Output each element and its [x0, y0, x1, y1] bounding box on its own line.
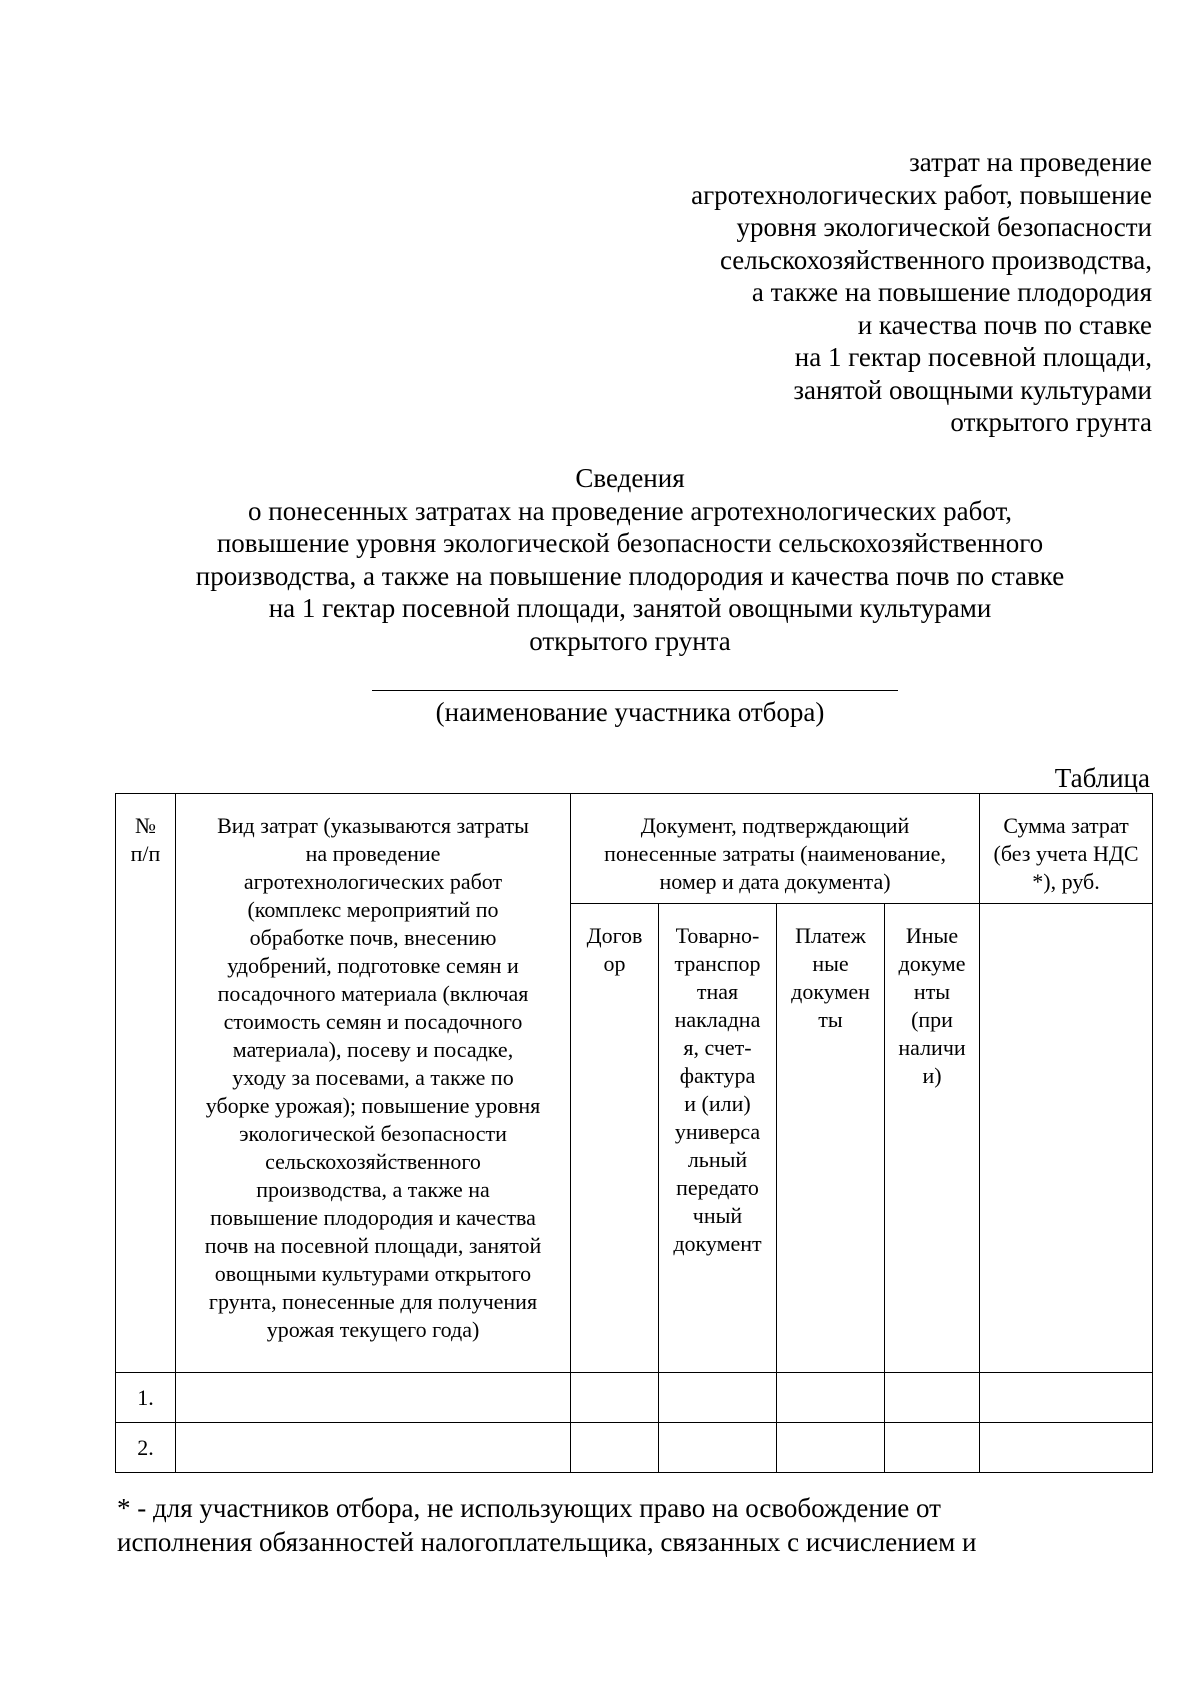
header-cell-sum: Сумма затрат (без учета НДС *), руб.	[980, 794, 1153, 904]
table-cell[interactable]	[777, 1373, 885, 1423]
title-line: производства, а также на повышение плодородия и качества почв по ставке	[195, 560, 1065, 591]
title-heading: Сведения	[575, 463, 685, 493]
header-cell-number: № п/п	[116, 794, 176, 1373]
table-cell[interactable]	[980, 1373, 1153, 1423]
title-line: о понесенных затратах на проведение агротехнологических работ,	[248, 495, 1012, 526]
table-cell[interactable]	[980, 1423, 1153, 1473]
header-line: на 1 гектар посевной площади,	[794, 342, 1152, 372]
costs-table	[115, 793, 1153, 1473]
footnote-line: исполнения обязанностей налогоплательщика, связанных с исчислением и	[117, 1527, 977, 1557]
table-cell[interactable]	[659, 1373, 777, 1423]
subheader-cell-waybill: Товарно- транспор тная накладна я, счет- фактура и (или) универса льный передато чный документ	[659, 904, 777, 1373]
header-line: агротехнологических работ, повышение	[691, 179, 1152, 210]
footnote	[117, 1491, 1157, 1559]
header-line: затрат на проведение	[909, 147, 1152, 177]
table-row	[116, 1373, 1153, 1423]
table-row	[116, 1423, 1153, 1473]
header-line: занятой овощными культурами	[793, 374, 1152, 405]
header-addressee	[560, 146, 1152, 439]
title-line: открытого грунта	[529, 625, 731, 656]
title-line: на 1 гектар посевной площади, занятой овощными культурами	[268, 593, 992, 623]
table-cell[interactable]	[885, 1373, 980, 1423]
subheader-cell-payment: Платеж ные докумен ты	[777, 904, 885, 1373]
row-number: 2.	[116, 1423, 176, 1473]
header-line: уровня экологической безопасности	[736, 212, 1152, 242]
header-cell-cost-type: Вид затрат (указываются затраты на проведение агротехнологических работ (комплекс мероприятий по обработке почв, внесению удобрений, подготовке семян и посадочного материала (включая стоимость семян и посадочного материала), посеву и посадке, уходу за посевами, а также по уборке урожая); повышение уровня экологической безопасности сельскохозяйственного производства, а также на повышение плодородия и качества почв на посевной площади, занятой овощными культурами открытого грунта, понесенные для получения урожая текущего года)	[176, 794, 571, 1373]
table-cell[interactable]	[571, 1373, 659, 1423]
header-line: и качества почв по ставке	[857, 309, 1152, 340]
header-line: а также на повышение плодородия	[751, 277, 1152, 307]
table-cell[interactable]	[571, 1423, 659, 1473]
title-line: повышение уровня экологической безопасности сельскохозяйственного	[216, 528, 1044, 558]
subheader-cell-contract: Догов ор	[571, 904, 659, 1373]
subheader-cell-other: Иные докуме нты (при наличи и)	[885, 904, 980, 1373]
footnote-line: * - для участников отбора, не использующих право на освобождение от	[117, 1493, 941, 1523]
table-cell[interactable]	[176, 1423, 571, 1473]
table-cell[interactable]	[659, 1423, 777, 1473]
table-cell[interactable]	[176, 1373, 571, 1423]
document-title	[110, 462, 1150, 657]
subheader-cell-sum-empty	[980, 904, 1153, 1373]
table-label: Таблица	[1054, 763, 1150, 793]
table-cell[interactable]	[777, 1423, 885, 1473]
header-line: сельскохозяйственного производства,	[719, 244, 1152, 275]
participant-name-caption: (наименование участника отбора)	[435, 697, 825, 727]
table-cell[interactable]	[885, 1423, 980, 1473]
header-cell-document: Документ, подтверждающий понесенные затраты (наименование, номер и дата документа)	[571, 794, 980, 904]
header-line: открытого грунта	[950, 407, 1152, 437]
participant-name-line	[372, 690, 898, 691]
row-number: 1.	[116, 1373, 176, 1423]
